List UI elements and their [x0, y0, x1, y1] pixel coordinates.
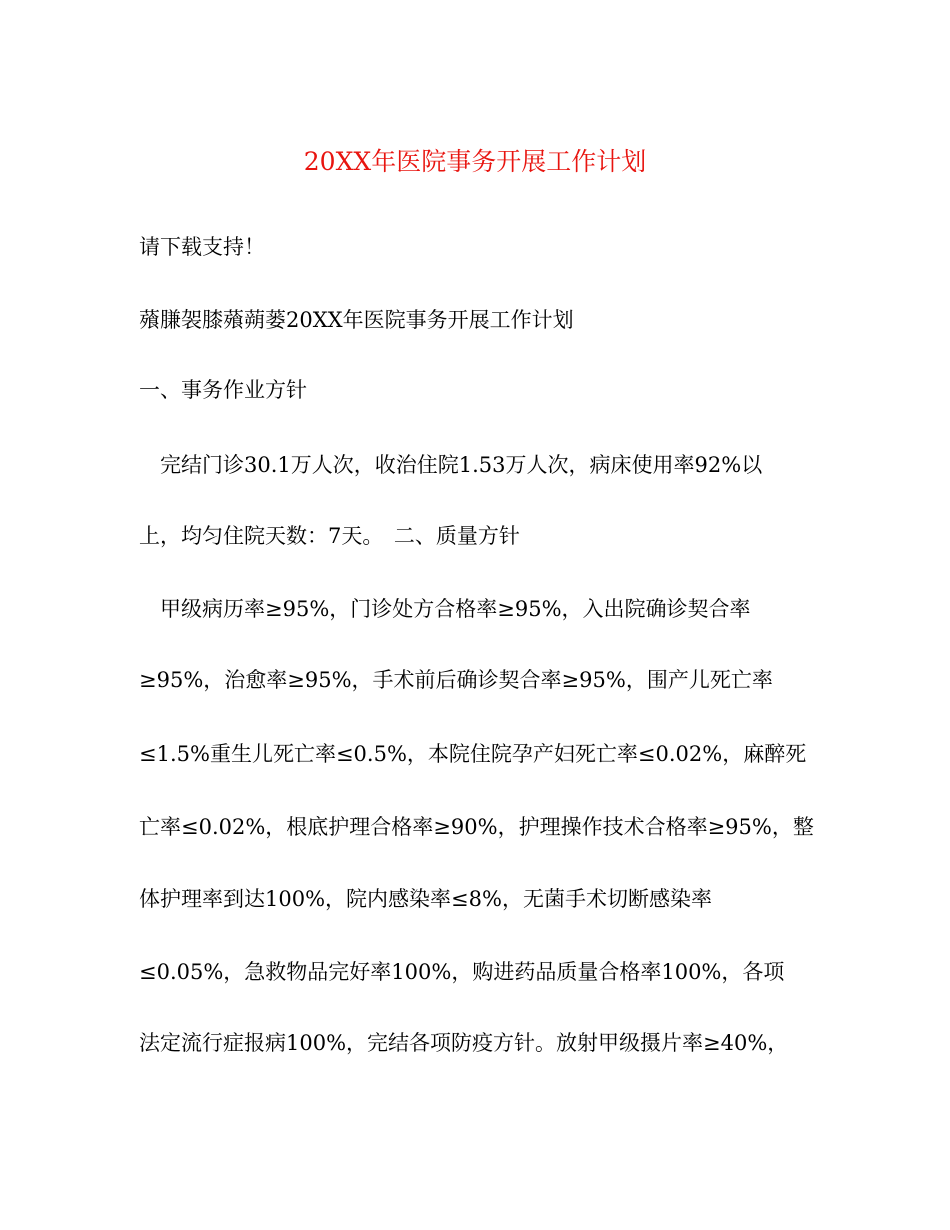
text-line: 请下载支持！ — [139, 235, 265, 259]
text-line: 薞膁袈膝薞蒴蒌20XX年医院事务开展工作计划 — [139, 308, 574, 332]
section-heading: 一、事务作业方针 — [139, 378, 307, 402]
text-line: 甲级病历率≥95%，门诊处方合格率≥95%，入出院确诊契合率 — [139, 597, 751, 621]
text-line: 亡率≤0.02%，根底护理合格率≥90%，护理操作技术合格率≥95%，整 — [139, 815, 814, 839]
text-line: ≥95%，治愈率≥95%，手术前后确诊契合率≥95%，围产儿死亡率 — [139, 668, 773, 692]
text-line: 上，均匀住院天数：7天。 二、质量方针 — [139, 524, 520, 548]
document-title: 20XX年医院事务开展工作计划 — [303, 147, 647, 176]
text-line: 完结门诊30.1万人次，收治住院1.53万人次，病床使用率92%以 — [139, 453, 763, 477]
text-line: ≤0.05%，急救物品完好率100%，购进药品质量合格率100%，各项 — [139, 960, 785, 984]
text-line: 法定流行症报病100%，完结各项防疫方针。放射甲级摄片率≥40%， — [139, 1031, 789, 1055]
text-line: ≤1.5%重生儿死亡率≤0.5%，本院住院孕产妇死亡率≤0.02%，麻醉死 — [139, 742, 807, 766]
text-line: 体护理率到达100%，院内感染率≤8%，无菌手术切断感染率 — [139, 887, 712, 911]
